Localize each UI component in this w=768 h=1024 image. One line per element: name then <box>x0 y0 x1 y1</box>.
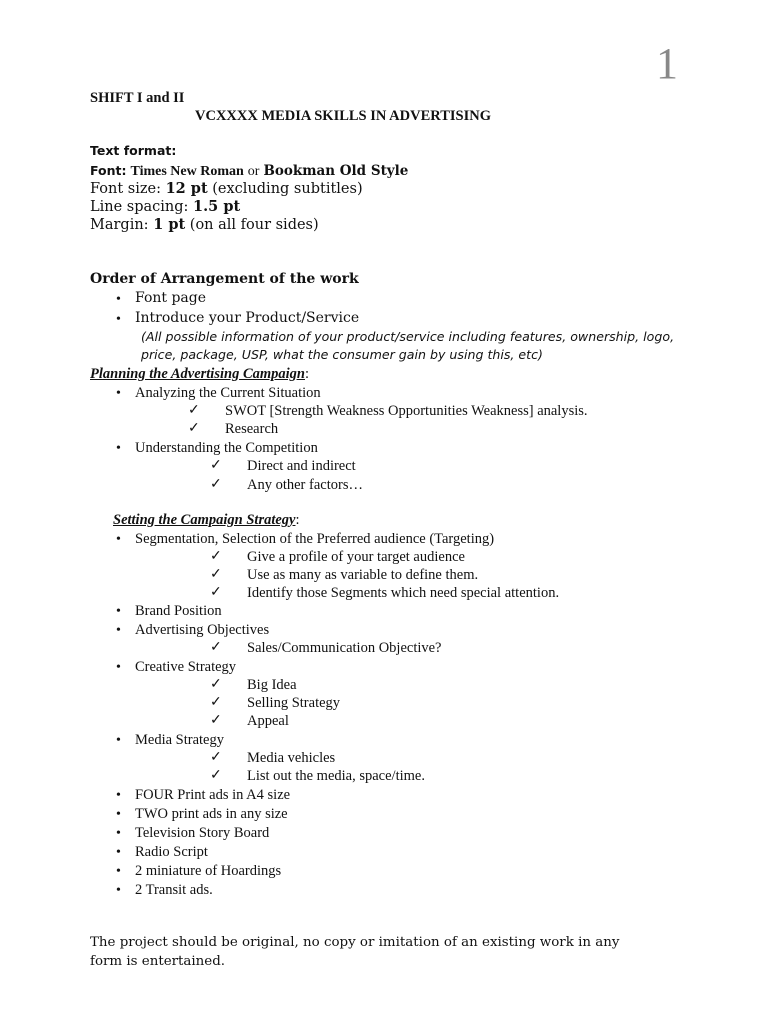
margin-note: (on all four sides) <box>189 217 319 233</box>
bullet-icon: • <box>116 441 121 456</box>
deliverable-item: FOUR Print ads in A4 size <box>135 787 291 803</box>
strategy-item-media: Media Strategy <box>135 732 224 748</box>
checkmark-icon: ✓ <box>188 403 200 418</box>
order-item-introduce: Introduce your Product/Service <box>135 310 360 326</box>
strategy-heading-text: Setting the Campaign Strategy <box>113 512 296 528</box>
bullet-icon: • <box>116 532 121 547</box>
order-note-line1: (All possible information of your product/service including features, ownership, logo, <box>141 329 675 344</box>
check-item-profile: Give a profile of your target audience <box>247 549 465 565</box>
strategy-heading-colon: : <box>295 512 300 528</box>
order-heading: Order of Arrangement of the work <box>90 271 359 287</box>
check-item-variables: Use as many as variable to define them. <box>247 567 479 583</box>
check-item-other-factors: Any other factors… <box>247 477 363 493</box>
checkmark-icon: ✓ <box>210 695 222 710</box>
originality-note-line1: The project should be original, no copy or imitation of an existing work in any <box>90 935 620 950</box>
margin-line <box>90 216 319 233</box>
checkmark-icon: ✓ <box>210 458 222 473</box>
strategy-item-creative: Creative Strategy <box>135 659 237 675</box>
font-size-note: (excluding subtitles) <box>212 181 363 197</box>
bullet-icon: • <box>116 864 121 879</box>
check-item-sales-objective: Sales/Communication Objective? <box>247 640 442 656</box>
deliverable-item: 2 miniature of Hoardings <box>135 863 282 879</box>
font-size-value: 12 pt <box>165 180 208 197</box>
strategy-heading <box>113 511 300 529</box>
check-item-swot: SWOT [Strength Weakness Opportunities Weakness] analysis. <box>225 403 588 419</box>
order-note-line2: price, package, USP, what the consumer gain by using this, etc) <box>141 347 543 362</box>
deliverable-item: Radio Script <box>135 844 208 860</box>
strategy-item-objectives: Advertising Objectives <box>135 622 270 638</box>
checkmark-icon: ✓ <box>210 677 222 692</box>
strategy-item-brand-position: Brand Position <box>135 603 222 619</box>
strategy-item-segmentation: Segmentation, Selection of the Preferred audience (Targeting) <box>135 531 495 547</box>
bullet-icon: • <box>116 807 121 822</box>
bullet-icon: • <box>116 660 121 675</box>
deliverable-item: TWO print ads in any size <box>135 806 288 822</box>
check-item-direct: Direct and indirect <box>247 458 356 474</box>
order-item-font-page: Font page <box>135 290 207 306</box>
check-item-research: Research <box>225 421 279 437</box>
line-spacing-value: 1.5 pt <box>193 198 241 215</box>
text-format-heading: Text format: <box>90 143 177 158</box>
checkmark-icon: ✓ <box>210 549 222 564</box>
checkmark-icon: ✓ <box>210 477 222 492</box>
originality-note-line2: form is entertained. <box>90 954 226 969</box>
bullet-icon: • <box>116 292 121 307</box>
bullet-icon: • <box>116 386 121 401</box>
font-size-label: Font size: <box>90 181 161 197</box>
bullet-icon: • <box>116 788 121 803</box>
margin-value: 1 pt <box>153 216 186 233</box>
font-line <box>90 162 408 180</box>
shift-label: SHIFT I and II <box>90 90 185 106</box>
deliverable-item: Television Story Board <box>135 825 270 841</box>
line-spacing-line <box>90 198 240 215</box>
margin-label: Margin: <box>90 217 149 233</box>
line-spacing-label: Line spacing: <box>90 199 189 215</box>
planning-heading <box>90 365 309 383</box>
check-item-media-list: List out the media, space/time. <box>247 768 425 784</box>
planning-heading-colon: : <box>305 366 310 382</box>
bullet-icon: • <box>116 845 121 860</box>
checkmark-icon: ✓ <box>210 640 222 655</box>
page-number: 1 <box>656 39 678 88</box>
checkmark-icon: ✓ <box>188 421 200 436</box>
bullet-icon: • <box>116 733 121 748</box>
checkmark-icon: ✓ <box>210 768 222 783</box>
check-item-big-idea: Big Idea <box>247 677 297 693</box>
bullet-icon: • <box>116 883 121 898</box>
checkmark-icon: ✓ <box>210 585 222 600</box>
planning-item-competition: Understanding the Competition <box>135 440 318 456</box>
checkmark-icon: ✓ <box>210 713 222 728</box>
check-item-appeal: Appeal <box>247 713 289 729</box>
bullet-icon: • <box>116 604 121 619</box>
bullet-icon: • <box>116 826 121 841</box>
planning-heading-text: Planning the Advertising Campaign <box>90 366 305 382</box>
checkmark-icon: ✓ <box>210 750 222 765</box>
check-item-segments: Identify those Segments which need special attention. <box>247 585 560 601</box>
font-size-line <box>90 180 363 197</box>
planning-item-analyzing: Analyzing the Current Situation <box>135 385 321 401</box>
document-title: VCXXXX MEDIA SKILLS IN ADVERTISING <box>195 108 491 124</box>
check-item-media-vehicles: Media vehicles <box>247 750 336 766</box>
checkmark-icon: ✓ <box>210 567 222 582</box>
bullet-icon: • <box>116 312 121 327</box>
font-or: or <box>247 164 260 179</box>
font-label: Font: <box>90 163 127 178</box>
check-item-selling-strategy: Selling Strategy <box>247 695 341 711</box>
bullet-icon: • <box>116 623 121 638</box>
deliverable-item: 2 Transit ads. <box>135 882 213 898</box>
font-value-bookman: Bookman Old Style <box>263 163 409 179</box>
font-value-times: Times New Roman <box>130 164 244 179</box>
